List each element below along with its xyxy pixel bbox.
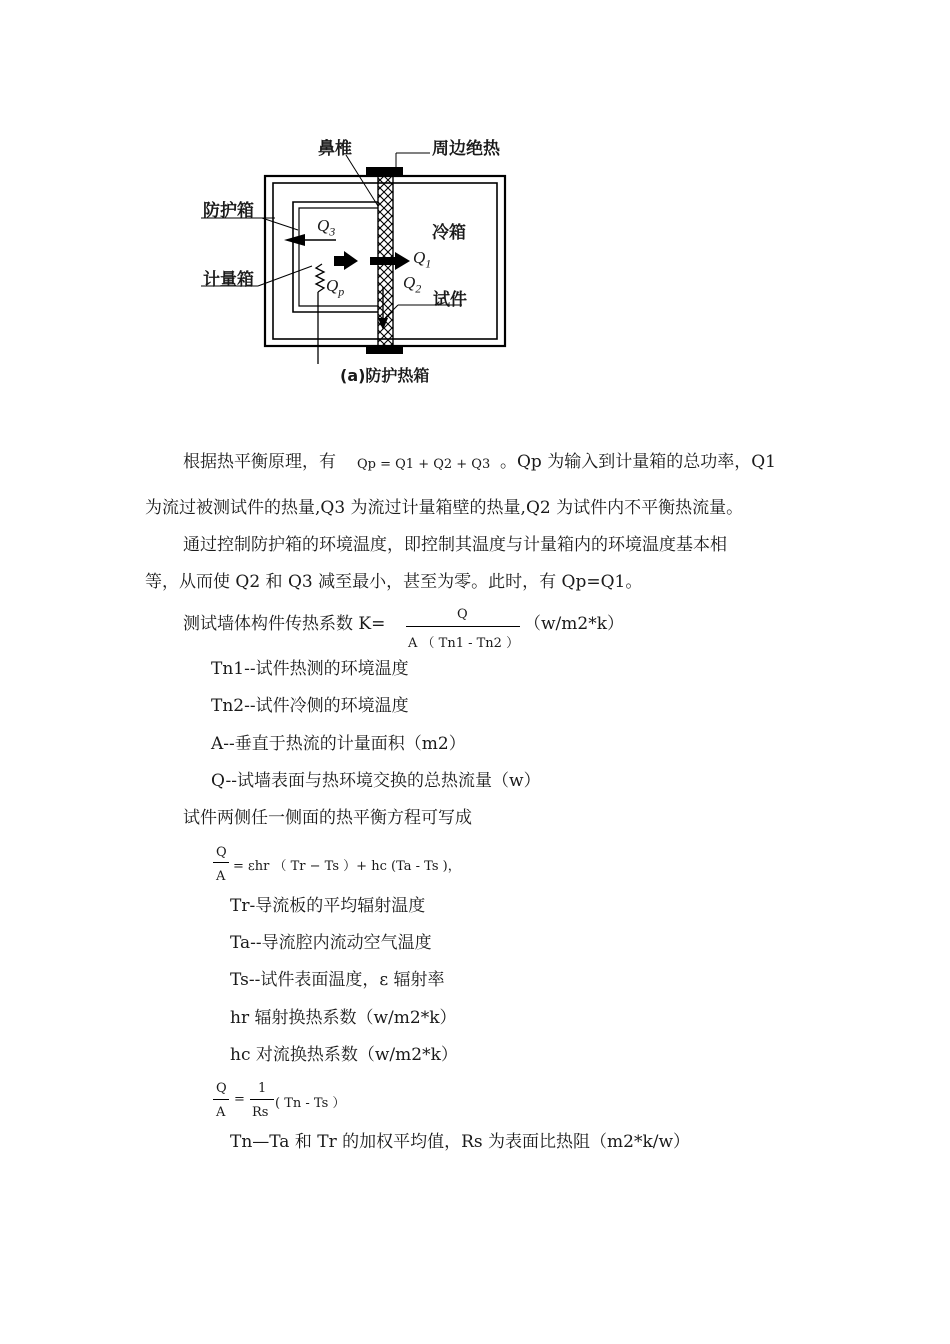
formula-k-denominator: A （ Tn1 - Tn2 ） [408, 636, 520, 651]
formula-rs-numerator: Q [216, 1081, 227, 1096]
edge-insulation-label: 周边绝热 [432, 139, 500, 159]
guarded-hot-box-figure [0, 0, 950, 400]
heater-zigzag [316, 264, 324, 292]
formula-balance-denominator: A [216, 869, 226, 884]
para1-equation: Qp = Q1 + Q2 + Q3 [357, 457, 491, 472]
figure-caption: (a)防护热箱 [340, 366, 430, 385]
formula-balance-fraction-bar [213, 862, 229, 863]
para1-line1-post: 。Qp 为输入到计量箱的总功率，Q1 [500, 452, 776, 472]
q3-symbol: $Q_3$ [317, 216, 336, 239]
def-ta: Ta--导流腔内流动空气温度 [230, 933, 432, 953]
metering-box-label: 计量箱 [203, 270, 254, 290]
formula-balance-rhs: = εhr （ Tr − Ts ）+ hc (Ta - Ts )， [233, 859, 461, 874]
q3-arrow [284, 234, 305, 246]
q1-symbol: $Q_1$ [413, 248, 432, 271]
formula-rs-rhs: ( Tn - Ts ） [275, 1096, 346, 1111]
def-tn2: Tn2--试件冷侧的环境温度 [211, 696, 409, 716]
formula-rs-denominator: A [216, 1105, 226, 1120]
para1-line2: 为流过被测试件的热量,Q3 为流过计量箱壁的热量,Q2 为试件内不平衡热流量。 [145, 498, 744, 518]
nose-cone-leader [346, 155, 378, 206]
formula-k-unit: （w/m2*k） [524, 614, 625, 634]
def-q: Q--试墙表面与热环境交换的总热流量（w） [211, 771, 541, 791]
formula-rs-fraction-bar2 [250, 1099, 274, 1100]
qp-arrow [334, 251, 358, 270]
def-hc: hc 对流换热系数（w/m2*k） [230, 1045, 458, 1065]
def-tn1: Tn1--试件热测的环境温度 [211, 659, 409, 679]
nose-cone-label: 鼻椎 [318, 139, 352, 159]
guard-box-label: 防护箱 [203, 201, 254, 221]
specimen-label: 试件 [433, 290, 467, 310]
formula-rs-denominator2: Rs [252, 1105, 269, 1120]
para2-line1: 通过控制防护箱的环境温度，即控制其温度与计量箱内的环境温度基本相 [183, 535, 727, 555]
formula-rs-numerator2: 1 [258, 1081, 267, 1096]
formula-balance-numerator: Q [216, 845, 227, 860]
formula-rs-fraction-bar [213, 1099, 229, 1100]
figure-drawing [0, 0, 950, 400]
last-line: Tn—Ta 和 Tr 的加权平均值，Rs 为表面比热阻（m2*k/w） [230, 1132, 691, 1152]
para2-line2: 等，从而使 Q2 和 Q3 减至最小，甚至为零。此时，有 Qp=Q1。 [145, 572, 643, 592]
def-hr: hr 辐射换热系数（w/m2*k） [230, 1008, 457, 1028]
heat-balance-intro: 试件两侧任一侧面的热平衡方程可写成 [183, 808, 472, 828]
edge-insulation-bottom [366, 346, 403, 354]
def-ts: Ts--试件表面温度，ε 辐射率 [230, 970, 445, 990]
def-tr: Tr-导流板的平均辐射温度 [230, 896, 426, 916]
formula-rs-equals: = [234, 1092, 245, 1107]
formula-k-numerator: Q [457, 607, 468, 622]
q2-symbol: $Q_2$ [403, 273, 422, 296]
edge-insulation-top [366, 167, 403, 176]
formula-k-pre: 测试墙体构件传热系数 K= [183, 614, 386, 634]
def-a: A--垂直于热流的计量面积（m2） [211, 734, 466, 754]
formula-k-fraction-bar [406, 626, 520, 627]
cold-box-label: 冷箱 [432, 223, 466, 243]
qp-symbol: $Q_p$ [326, 276, 345, 299]
para1-line1-pre: 根据热平衡原理，有 [183, 452, 336, 472]
